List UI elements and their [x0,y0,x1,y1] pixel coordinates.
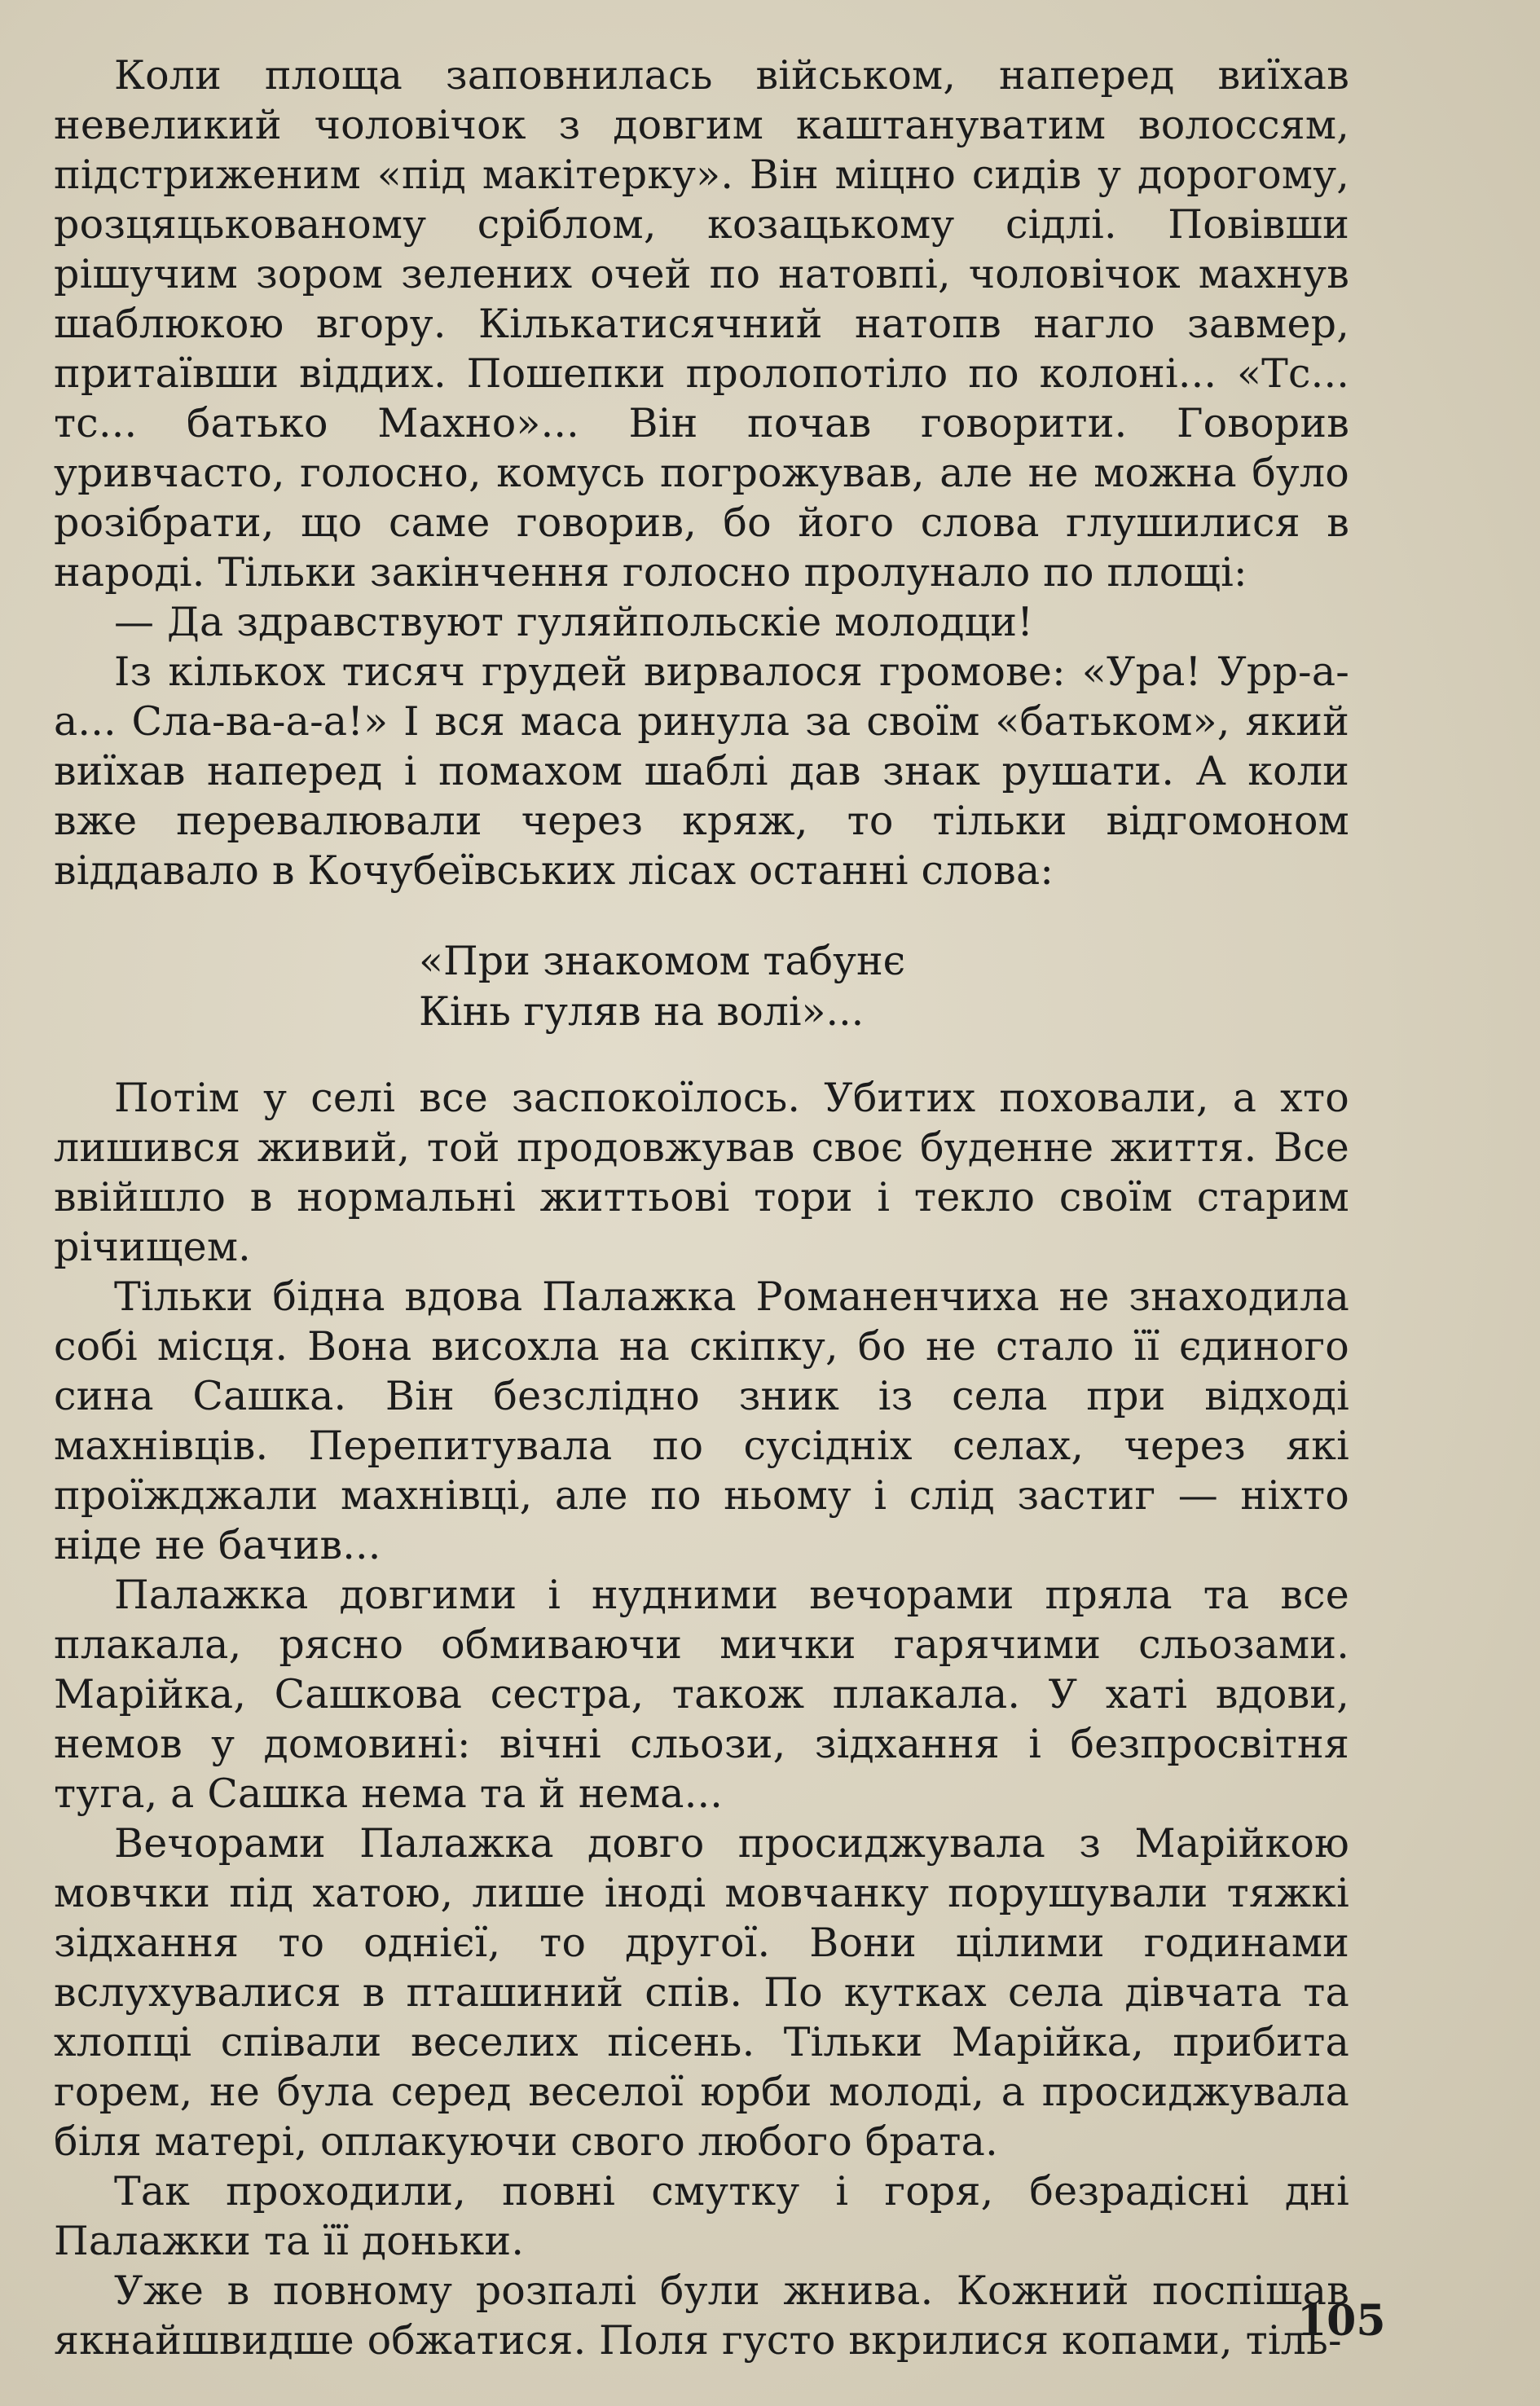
page-text-body [54,51,1349,2365]
page-number: 105 [1297,2296,1386,2346]
paragraph-widow-grief: Тільки бідна вдова Палажка Романенчиха не знаходила собі місця. Вона висохла на скіпку, бо не стало її єдиного сина Сашка. Він безслідно зник із села при відході махнівців. Перепитувала по сусідніх селах, через які проїжджали махнівці, але по ньому і слід застиг — ніхто ніде не бачив... [54,1273,1349,1568]
paragraph-harvest: Уже в повному розпалі були жнива. Кожний поспішав якнайшвидше обжатися. Поля густо вкрилися копами, тіль- [54,2267,1349,2364]
verse-line: Кінь гуляв на волі»... [419,988,865,1035]
paragraph-greeting-shout: — Да здравствуют гуляйпольскіе молодци! [114,599,1034,645]
paragraph-mahno-arrival: Коли площа заповнилась військом, наперед виїхав невеликий чоловічок з довгим каштануватим волоссям, підстриженим «під макітерку». Він міцно сидів у дорогому, розцяцькованому сріблом, козацькому сідлі. Повівши рішучим зором зелених очей по натовпі, чоловічок махнув шаблюкою вгору. Кількатисячний натопв нагло завмер, притаївши віддих. Пошепки пролопотіло по колоні... «Тс... тс... батько Махно»... Він почав говорити. Говорив уривчасто, голосно, комусь погрожував, але не можна було розібрати, що саме говорив, бо його слова глушилися в народі. Тільки закінчення голосно пролунало по площі: [54,52,1349,596]
paragraph-evening-weeping: Палажка довгими і нудними вечорами пряла та все плакала, рясно обмиваючи мички гарячими сльозами. Марійка, Сашкова сестра, також плакала. У хаті вдови, немов у домовині: вічні сльози, зідхання і безпросвітня туга, а Сашка нема та й нема... [54,1572,1349,1817]
paragraph-sad-days: Так проходили, повні смутку і горя, безрадісні дні Палажки та її доньки. [54,2168,1349,2264]
paragraph-crowd-departure: Із кількох тисяч грудей вирвалося громове: «Ура! Урр-а-а... Сла-ва-а-а!» І вся маса ринула за своїм «батьком», який виїхав наперед і помахом шаблі дав знак рушати. А коли вже перевалювали через кряж, то тільки відгомоном віддавало в Кочубеївських лісах останні слова: [54,649,1349,894]
paragraph-evening-sitting: Вечорами Палажка довго просиджувала з Марійкою мовчки під хатою, лише іноді мовчанку порушували тяжкі зідхання то однієї, то другої. Вони цілими годинами вслухувалися в пташиний спів. По кутках села дівчата та хлопці співали веселих пісень. Тільки Марійка, прибита горем, не була серед веселої юрби молоді, а просиджувала біля матері, оплакуючи свого любого брата. [54,1820,1349,2165]
song-verse [54,936,1349,1037]
paragraph-village-calm: Потім у селі все заспокоїлось. Убитих поховали, а хто лишився живий, той продовжував своє буденне життя. Все ввійшло в нормальні життьові тори і текло своїм старим річищем. [54,1075,1349,1270]
verse-line: «При знакомом табунє [419,938,906,984]
